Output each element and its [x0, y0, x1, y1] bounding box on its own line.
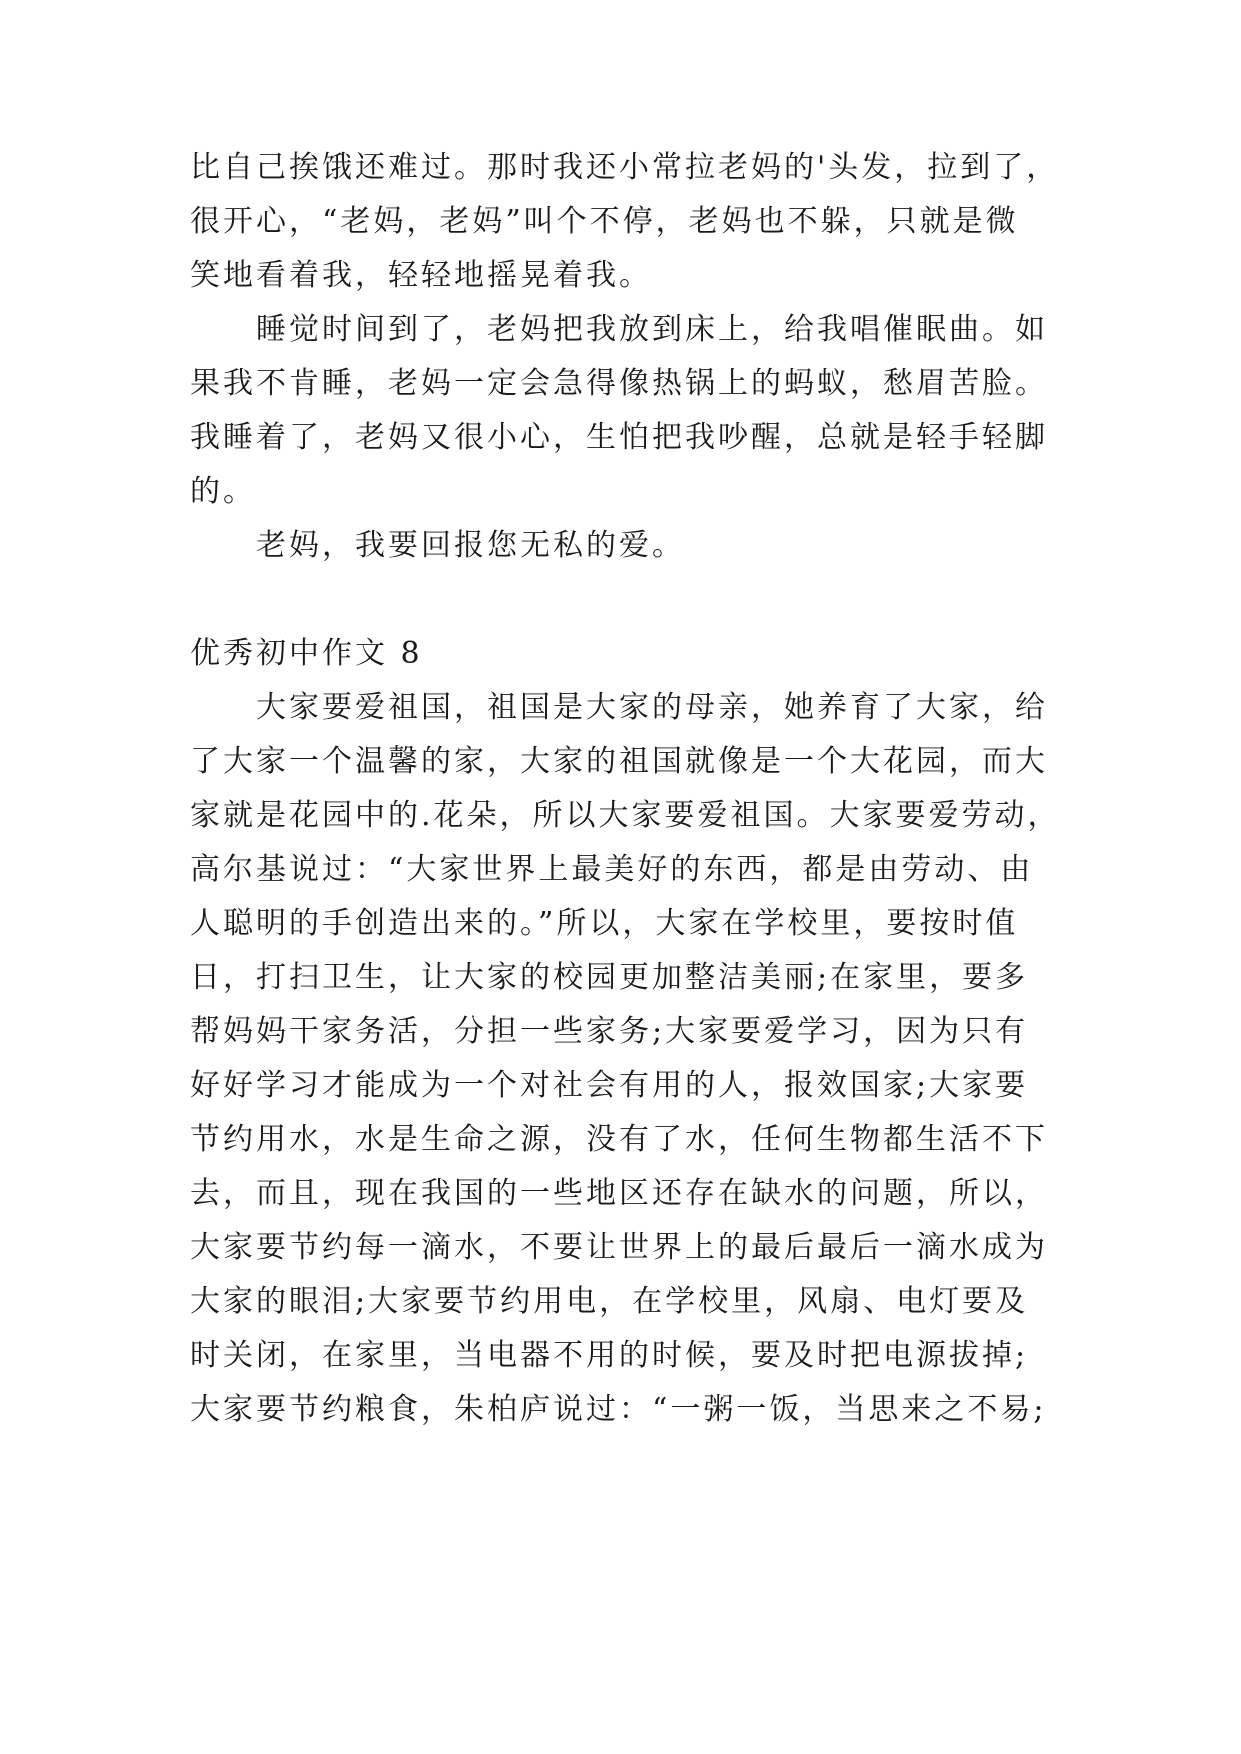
paragraph-4-line-4: 高尔基说过：“大家世界上最美好的东西，都是由劳动、由 — [190, 852, 1034, 887]
paragraph-4-line-6: 日，打扫卫生，让大家的校园更加整洁美丽;在家里，要多 — [190, 960, 1029, 995]
paragraph-4-line-11: 大家要节约每一滴水，不要让世界上的最后最后一滴水成为 — [190, 1230, 1048, 1265]
paragraph-4-line-10: 去，而且，现在我国的一些地区还存在缺水的问题，所以， — [190, 1176, 1048, 1211]
section-title: 优秀初中作文 8 — [190, 636, 423, 671]
paragraph-4-line-7: 帮妈妈干家务活，分担一些家务;大家要爱学习，因为只有 — [190, 1014, 1029, 1049]
paragraph-3-line-1: 老妈，我要回报您无私的爱。 — [256, 528, 685, 563]
paragraph-2-line-4: 的。 — [190, 474, 256, 509]
paragraph-2-line-3: 我睡着了，老妈又很小心，生怕把我吵醒，总就是轻手轻脚 — [190, 420, 1048, 455]
paragraph-4-line-1: 大家要爱祖国，祖国是大家的母亲，她养育了大家，给 — [256, 690, 1048, 725]
paragraph-1-line-3: 笑地看着我，轻轻地摇晃着我。 — [190, 258, 652, 293]
paragraph-4-line-9: 节约用水，水是生命之源，没有了水，任何生物都生活不下 — [190, 1122, 1048, 1157]
paragraph-2-line-1: 睡觉时间到了，老妈把我放到床上，给我唱催眠曲。如 — [256, 312, 1048, 347]
paragraph-4-line-14: 大家要节约粮食，朱柏庐说过：“一粥一饭，当思来之不易; — [190, 1392, 1047, 1427]
paragraph-4-line-5: 人聪明的手创造出来的。”所以，大家在学校里，要按时值 — [190, 906, 1019, 941]
paragraph-4-line-12: 大家的眼泪;大家要节约用电，在学校里，风扇、电灯要及 — [190, 1284, 1029, 1319]
paragraph-4-line-8: 好好学习才能成为一个对社会有用的人，报效国家;大家要 — [190, 1068, 1029, 1103]
paragraph-1-line-2: 很开心，“老妈，老妈”叫个不停，老妈也不躲，只就是微 — [190, 204, 1019, 239]
paragraph-4-line-13: 时关闭，在家里，当电器不用的时候，要及时把电源拔掉; — [190, 1338, 1029, 1373]
paragraph-4-line-3: 家就是花园中的.花朵，所以大家要爱祖国。大家要爱劳动， — [190, 798, 1061, 833]
paragraph-2-line-2: 果我不肯睡，老妈一定会急得像热锅上的蚂蚁，愁眉苦脸。 — [190, 366, 1048, 401]
paragraph-1-line-1: 比自己挨饿还难过。那时我还小常拉老妈的'头发，拉到了， — [190, 150, 1060, 185]
paragraph-4-line-2: 了大家一个温馨的家，大家的祖国就像是一个大花园，而大 — [190, 744, 1048, 779]
